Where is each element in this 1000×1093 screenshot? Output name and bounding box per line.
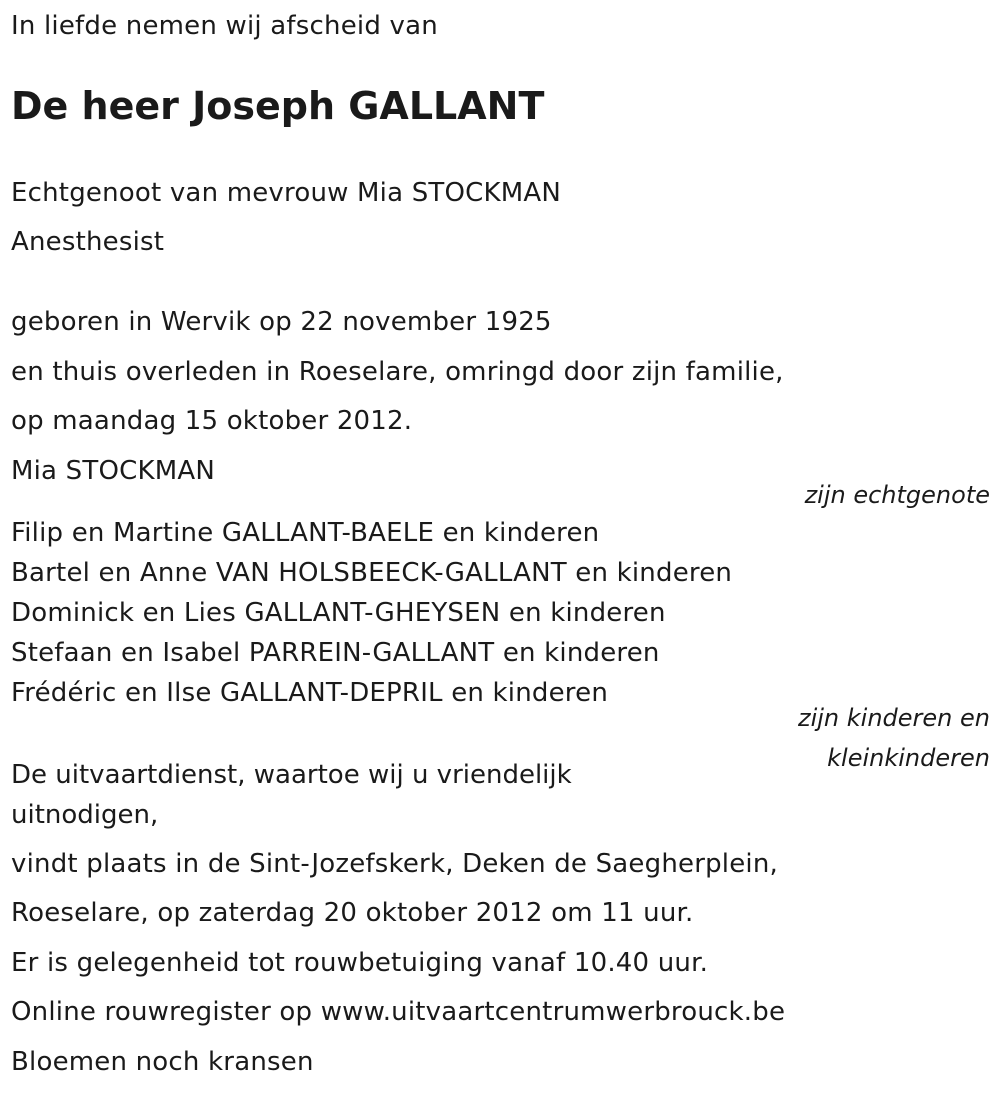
death-date: op maandag 15 oktober 2012.	[11, 406, 413, 436]
deceased-name: De heer Joseph GALLANT	[11, 84, 545, 128]
child-line: Bartel en Anne VAN HOLSBEECK-GALLANT en kinderen	[11, 558, 733, 588]
profession: Anesthesist	[11, 227, 165, 257]
service-time: Roeselare, op zaterdag 20 oktober 2012 om 11 uur.	[11, 898, 694, 928]
child-line: Stefaan en Isabel PARREIN-GALLANT en kinderen	[11, 638, 660, 668]
widow-relation: zijn echtgenote	[804, 481, 990, 509]
child-line: Dominick en Lies GALLANT-GHEYSEN en kinderen	[11, 598, 666, 628]
condolence-info: Er is gelegenheid tot rouwbetuiging vanaf 10.40 uur.	[11, 948, 709, 978]
child-line: Frédéric en Ilse GALLANT-DEPRIL en kinderen	[11, 678, 609, 708]
service-place: vindt plaats in de Sint-Jozefskerk, Deken de Saegherplein,	[11, 849, 778, 879]
intro-text: In liefde nemen wij afscheid van	[11, 11, 438, 41]
death-line: en thuis overleden in Roeselare, omringd door zijn familie,	[11, 357, 784, 387]
children-relation-line1: zijn kinderen en	[798, 704, 990, 732]
service-invite: De uitvaartdienst, waartoe wij u vriendelijk uitnodigen,	[11, 760, 572, 830]
flowers-note: Bloemen noch kransen	[11, 1047, 314, 1077]
children-relation-line2: kleinkinderen	[827, 744, 990, 772]
online-register: Online rouwregister op www.uitvaartcentrumwerbrouck.be	[11, 997, 786, 1027]
child-line: Filip en Martine GALLANT-BAELE en kinderen	[11, 518, 600, 548]
widow-name: Mia STOCKMAN	[11, 456, 215, 486]
birth-line: geboren in Wervik op 22 november 1925	[11, 307, 552, 337]
spouse-line: Echtgenoot van mevrouw Mia STOCKMAN	[11, 178, 562, 208]
